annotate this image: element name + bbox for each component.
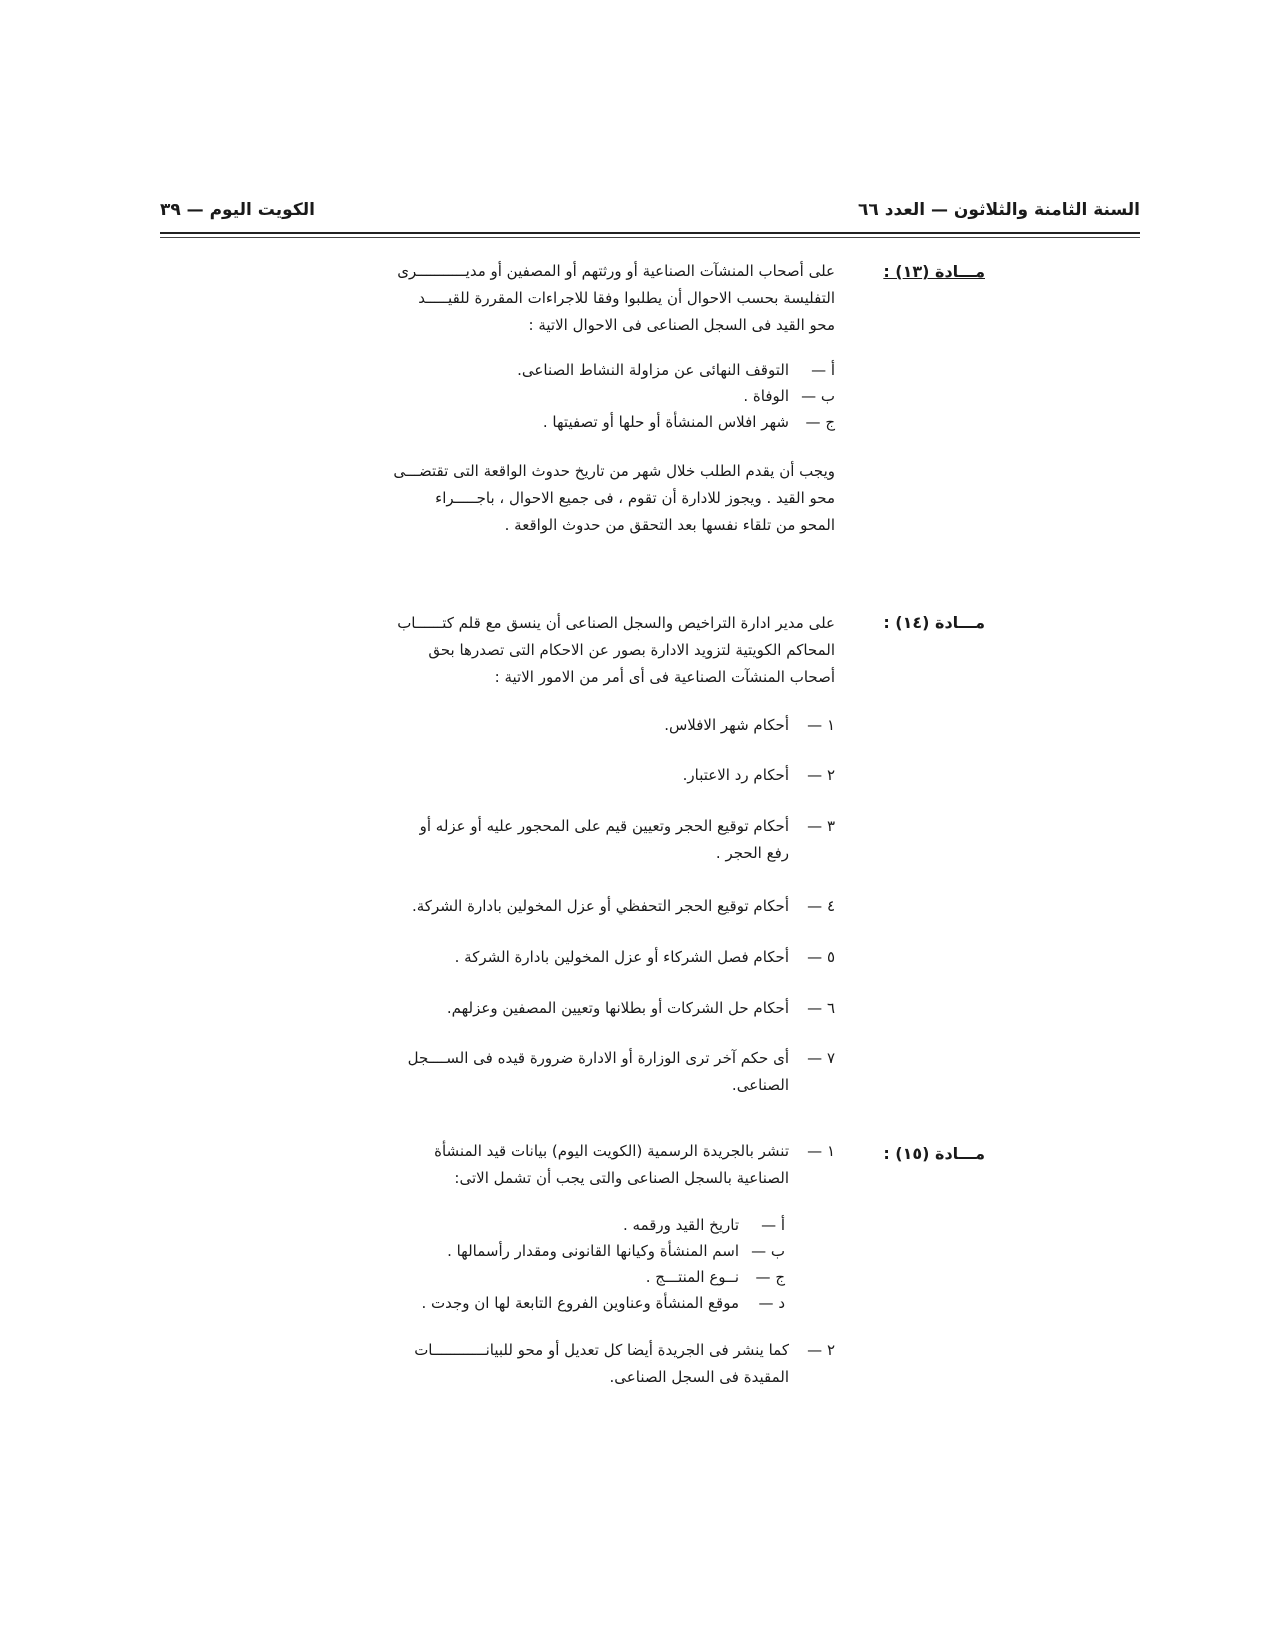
issue-info: السنة الثامنة والثلاثون — العدد ٦٦ — [858, 200, 1140, 220]
list-item: ٢ —أحكام رد الاعتبار. — [682, 766, 835, 784]
article-13-closing — [225, 458, 835, 539]
article-14-label: مـــادة (١٤) : — [883, 613, 985, 632]
article-13-intro — [225, 258, 835, 339]
header-rule-thin — [160, 237, 1140, 238]
text-line: المحو من تلقاء نفسها بعد التحقق من حدوث الواقعة . — [504, 516, 835, 534]
list-item: ١ —أحكام شهر الافلاس. — [664, 716, 835, 734]
text-line: على أصحاب المنشآت الصناعية أو ورثتهم أو المصفين أو مديـــــــــــرى — [397, 262, 835, 280]
list-item: ٣ —أحكام توقيع الحجر وتعيين قيم على المحجور عليه أو عزله أو رفع الحجر . — [419, 817, 835, 862]
list-item: ٥ —أحكام فصل الشركاء أو عزل المخولين بادارة الشركة . — [454, 948, 835, 966]
list-item: ٤ —أحكام توقيع الحجر التحفظي أو عزل المخولين بادارة الشركة. — [412, 897, 835, 915]
header-rule — [160, 232, 1140, 234]
list-item: ب —اسم المنشأة وكيانها القانونى ومقدار رأسمالها . — [447, 1242, 785, 1260]
page-header — [160, 200, 1140, 228]
list-item: ج —نــوع المنتـــج . — [645, 1268, 785, 1286]
list-item: أ —تاريخ القيد ورقمه . — [622, 1216, 785, 1234]
article-15-paragraph-2: ٢ —كما ينشر فى الجريدة أيضا كل تعديل أو محو للبيانــــــــــــات المقيدة فى السجل الصناعى. — [414, 1341, 835, 1386]
list-item: ٧ —أى حكم آخر ترى الوزارة أو الادارة ضرورة قيده فى الســــجل الصناعى. — [407, 1049, 835, 1094]
list-item: ب —الوفاة . — [743, 387, 835, 405]
text-line: المحاكم الكويتية لتزويد الادارة بصور عن الاحكام التى تصدرها بحق — [428, 641, 835, 659]
article-15-label: مـــادة (١٥) : — [883, 1144, 985, 1163]
text-line: محو القيد . ويجوز للادارة أن تقوم ، فى جميع الاحوال ، باجـــــراء — [435, 489, 835, 507]
list-item: د —موقع المنشأة وعناوين الفروع التابعة لها ان وجدت . — [421, 1294, 785, 1312]
text-line: محو القيد فى السجل الصناعى فى الاحوال الاتية : — [528, 316, 835, 334]
article-13-label: مـــادة (١٣) : — [883, 262, 985, 281]
text-line: التفليسة بحسب الاحوال أن يطلبوا وفقا للاجراءات المقررة للقيـــــد — [418, 289, 835, 307]
list-item: ٦ —أحكام حل الشركات أو بطلانها وتعيين المصفين وعزلهم. — [446, 999, 835, 1017]
text-line: ويجب أن يقدم الطلب خلال شهر من تاريخ حدوث الواقعة التى تقتضـــى — [393, 462, 835, 480]
gazette-page-number: الكويت اليوم — ٣٩ — [160, 200, 315, 220]
list-item: أ —التوقف النهائى عن مزاولة النشاط الصناعى. — [517, 361, 835, 379]
article-15-paragraph-1: ١ —تنشر بالجريدة الرسمية (الكويت اليوم) بيانات قيد المنشأة الصناعية بالسجل الصناعى والتى يجب أن تشمل الاتى: — [434, 1142, 835, 1187]
article-14-intro — [225, 610, 835, 691]
text-line: أصحاب المنشآت الصناعية فى أى أمر من الامور الاتية : — [494, 668, 835, 686]
text-line: على مدير ادارة التراخيص والسجل الصناعى أن ينسق مع قلم كتــــــاب — [397, 614, 835, 632]
list-item: ج —شهر افلاس المنشأة أو حلها أو تصفيتها . — [542, 413, 835, 431]
